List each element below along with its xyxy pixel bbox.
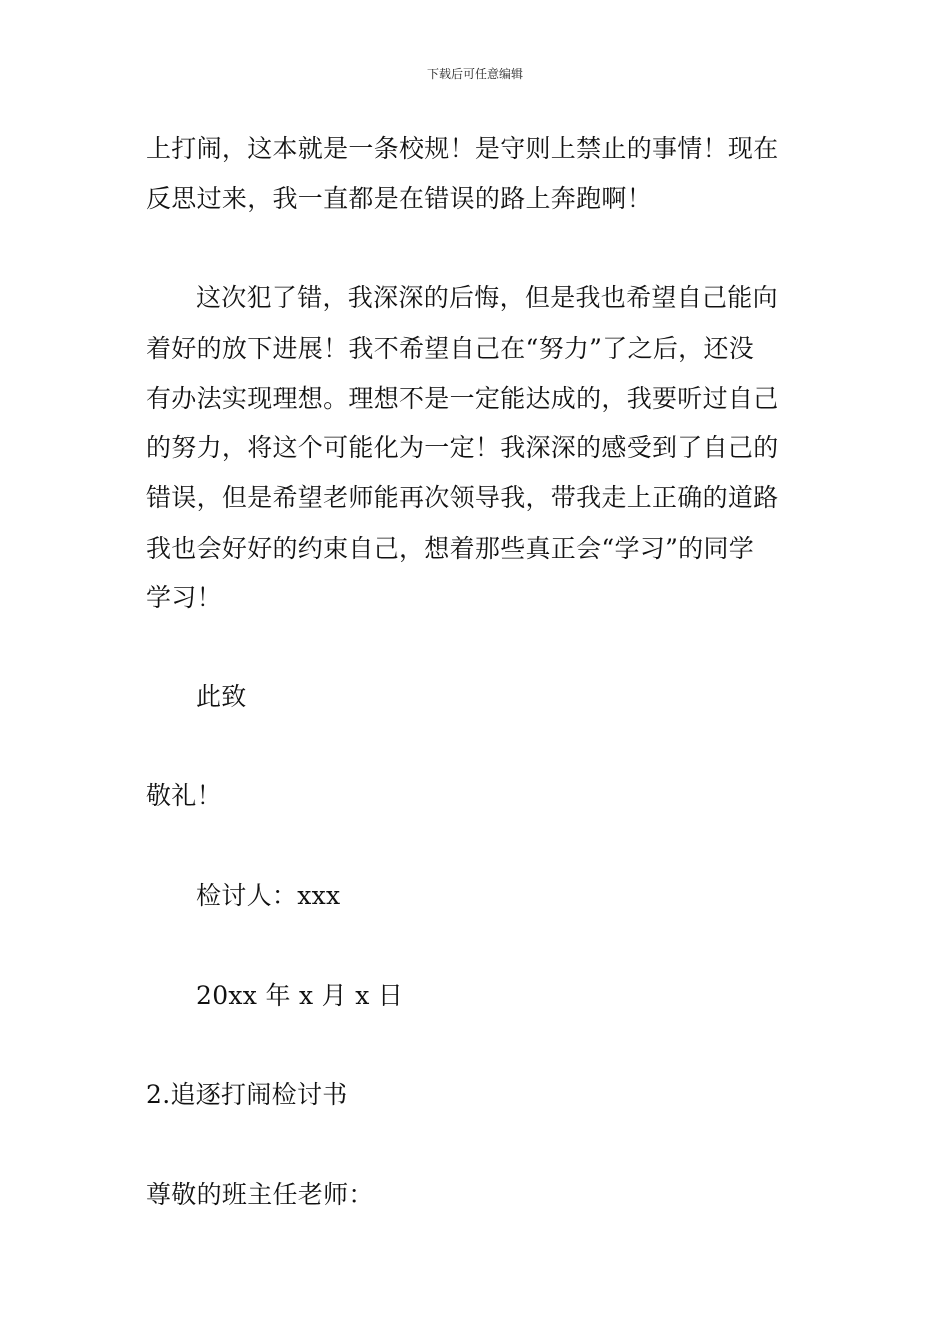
text-line: 的努力，将这个可能化为一定！我深深的感受到了自己的	[146, 433, 779, 462]
text-line: 着好的放下进展！我不希望自己在“努力”了之后，还没	[146, 334, 755, 363]
salutation: 尊敬的班主任老师：	[146, 1180, 374, 1209]
text-line: 反思过来，我一直都是在错误的路上奔跑啊！	[146, 184, 653, 213]
text-line: 这次犯了错，我深深的后悔，但是我也希望自己能向	[196, 283, 778, 312]
page-header: 下载后可任意编辑	[426, 67, 523, 81]
text-line: 我也会好好的约束自己，想着那些真正会“学习”的同学	[146, 534, 755, 563]
section-heading: 2.追逐打闹检讨书	[146, 1080, 348, 1109]
closing-jingli: 敬礼！	[146, 781, 222, 810]
closing-cizhi: 此致	[196, 682, 247, 711]
date-line: 20xx 年 x 月 x 日	[196, 981, 404, 1010]
text-line: 错误，但是希望老师能再次领导我，带我走上正确的道路	[146, 483, 779, 512]
text-line: 学习！	[146, 583, 222, 612]
author-line: 检讨人：xxx	[196, 881, 341, 910]
text-line: 有办法实现理想。理想不是一定能达成的，我要听过自己	[146, 384, 779, 413]
text-line: 上打闹，这本就是一条校规！是守则上禁止的事情！现在	[146, 134, 779, 163]
